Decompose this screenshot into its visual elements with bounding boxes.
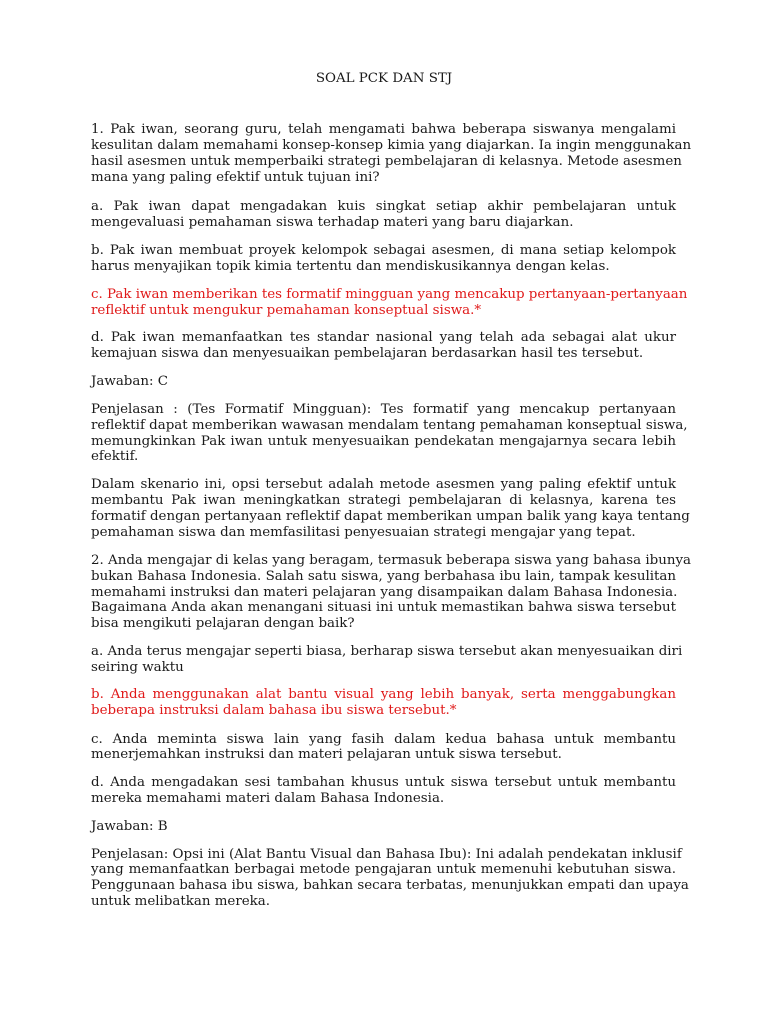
q2-explanation-line-2: yang memanfaatkan berbagai metode pengajaran untuk memenuhi kebutuhan siswa. (91, 862, 676, 877)
q2-option-d-line-1: d. Anda mengadakan sesi tambahan khusus untuk siswa tersebut untuk membantu (91, 775, 676, 790)
q2-line-5: bisa mengikuti pelajaran dengan baik? (91, 616, 355, 631)
q1-explanation-line-4: efektif. (91, 449, 139, 464)
q2-line-4: Bagaimana Anda akan menangani situasi ini untuk memastikan bahwa siswa tersebut (91, 600, 676, 615)
q1-option-c-line-1: c. Pak iwan memberikan tes formatif mingguan yang mencakup pertanyaan-pertanyaan (91, 287, 688, 302)
q1-explanation-line-3: memungkinkan Pak iwan untuk menyesuaikan pendekatan mengajarnya secara lebih (91, 434, 676, 449)
q2-option-a-line-1: a. Anda terus mengajar seperti biasa, berharap siswa tersebut akan menyesuaikan diri (91, 644, 683, 659)
q1-line-2: kesulitan dalam memahami konsep-konsep kimia yang diajarkan. Ia ingin menggunakan (91, 138, 692, 153)
q1-option-a-line-2: mengevaluasi pemahaman siswa terhadap materi yang baru diajarkan. (91, 215, 574, 230)
q2-option-a-line-2: seiring waktu (91, 660, 184, 675)
q2-option-d-line-2: mereka memahami materi dalam Bahasa Indonesia. (91, 791, 445, 806)
q2-line-3: memahami instruksi dan materi pelajaran yang disampaikan dalam Bahasa Indonesia. (91, 585, 678, 600)
q2-line-1: 2. Anda mengajar di kelas yang beragam, termasuk beberapa siswa yang bahasa ibunya (91, 553, 692, 568)
q1-option-b-line-1: b. Pak iwan membuat proyek kelompok sebagai asesmen, di mana setiap kelompok (91, 243, 676, 258)
q1-option-d-line-1: d. Pak iwan memanfaatkan tes standar nasional yang telah ada sebagai alat ukur (91, 330, 676, 345)
q1-scenario-line-1: Dalam skenario ini, opsi tersebut adalah metode asesmen yang paling efektif untuk (91, 477, 676, 492)
q1-option-d-line-2: kemajuan siswa dan menyesuaikan pembelajaran berdasarkan hasil tes tersebut. (91, 346, 644, 361)
q1-scenario-line-3: formatif dengan pertanyaan reflektif dapat memberikan umpan balik yang kaya tentang (91, 509, 690, 524)
q2-option-b-line-2: beberapa instruksi dalam bahasa ibu siswa tersebut.* (91, 703, 457, 718)
q2-answer: Jawaban: B (91, 819, 168, 834)
q1-option-b-line-2: harus menyajikan topik kimia tertentu dan mendiskusikannya dengan kelas. (91, 259, 610, 274)
q2-line-2: bukan Bahasa Indonesia. Salah satu siswa, yang berbahasa ibu lain, tampak kesulitan (91, 569, 676, 584)
q2-explanation-line-3: Penggunaan bahasa ibu siswa, bahkan secara terbatas, menunjukkan empati dan upaya (91, 878, 689, 893)
document-title: SOAL PCK DAN STJ (315, 71, 453, 86)
q2-explanation-line-1: Penjelasan: Opsi ini (Alat Bantu Visual dan Bahasa Ibu): Ini adalah pendekatan inklusif (91, 847, 682, 862)
q1-explanation-line-2: reflektif dapat memberikan wawasan mendalam tentang pemahaman konseptual siswa, (91, 418, 688, 433)
q1-option-a-line-1: a. Pak iwan dapat mengadakan kuis singkat setiap akhir pembelajaran untuk (91, 199, 676, 214)
q1-line-3: hasil asesmen untuk memperbaiki strategi pembelajaran di kelasnya. Metode asesmen (91, 154, 682, 169)
q1-option-c-line-2: reflektif untuk mengukur pemahaman konseptual siswa.* (91, 303, 482, 318)
q2-explanation-line-4: untuk melibatkan mereka. (91, 894, 271, 909)
q2-option-c-line-2: menerjemahkan instruksi dan materi pelajaran untuk siswa tersebut. (91, 747, 562, 762)
q1-line-4: mana yang paling efektif untuk tujuan ini? (91, 170, 380, 185)
q2-option-b-line-1: b. Anda menggunakan alat bantu visual yang lebih banyak, serta menggabungkan (91, 687, 676, 702)
q1-explanation-line-1: Penjelasan : (Tes Formatif Mingguan): Tes formatif yang mencakup pertanyaan (91, 402, 676, 417)
q1-scenario-line-4: pemahaman siswa dan memfasilitasi penyesuaian strategi mengajar yang tepat. (91, 525, 636, 540)
q1-answer: Jawaban: C (91, 374, 168, 389)
q1-line-1: 1. Pak iwan, seorang guru, telah mengamati bahwa beberapa siswanya mengalami (91, 122, 676, 137)
q2-option-c-line-1: c. Anda meminta siswa lain yang fasih dalam kedua bahasa untuk membantu (91, 732, 676, 747)
q1-scenario-line-2: membantu Pak iwan meningkatkan strategi pembelajaran di kelasnya, karena tes (91, 493, 676, 508)
